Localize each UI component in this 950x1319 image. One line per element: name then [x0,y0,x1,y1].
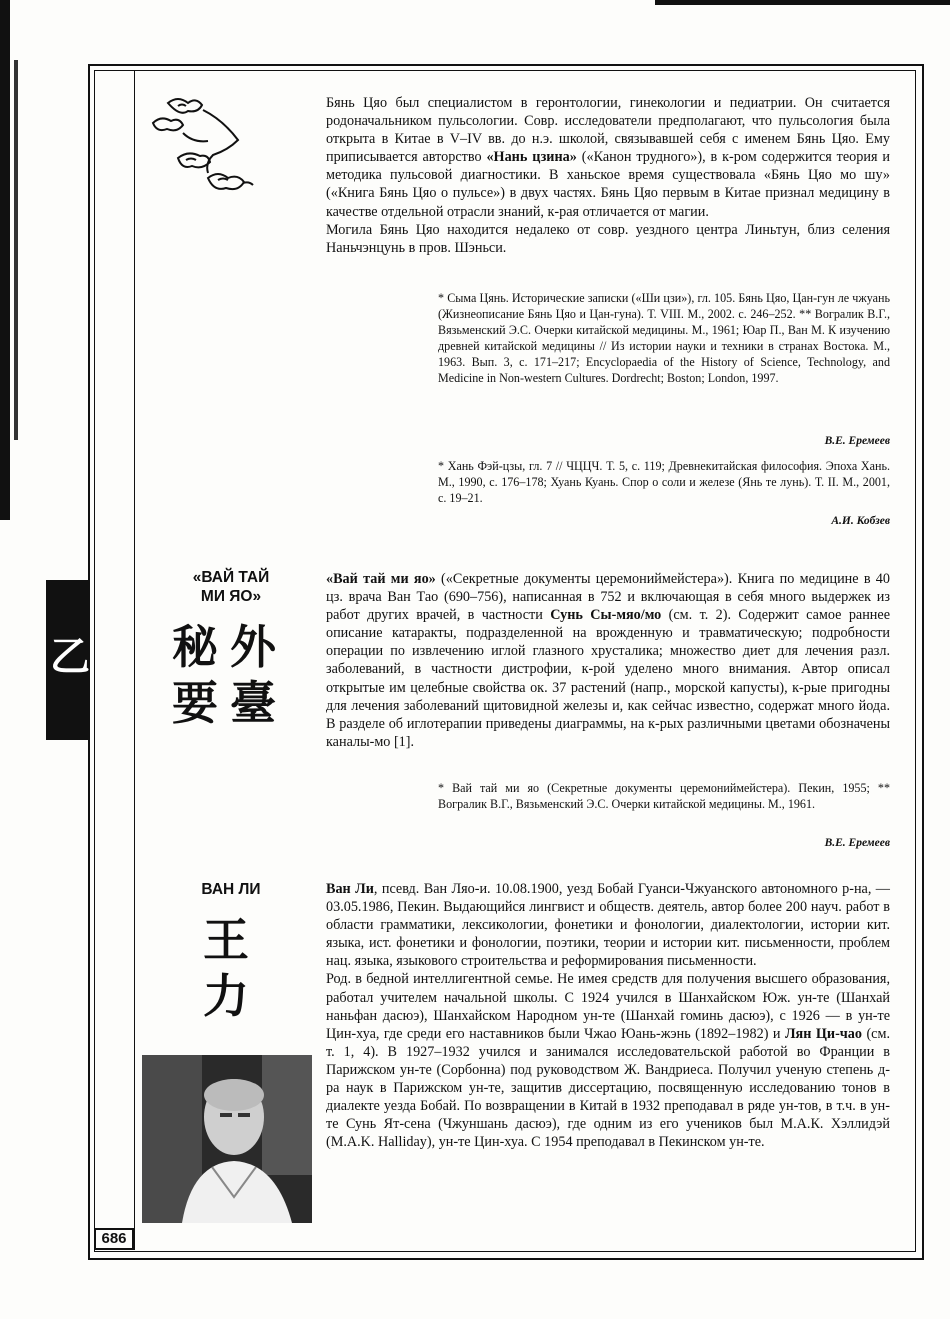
entry1-references-2: * Хань Фэй-цзы, гл. 7 // ЧЦЦЧ. Т. 5, с. 119; Древнекитайская философия. Эпоха Хань. М., 1990, с. 176–178; Хуань Куань. Спор о соли и железе (Янь те лунь). Т. II. М., 2001, с. 19–21. [438,459,890,505]
entry2-hanzi-2: 要 [172,676,218,730]
entry2-body: «Вай тай ми яо» («Секретные документы церемониймейстера»). Книга по медицине в 40 цз. врача Ван Тао (690–756), написанная в 752 и включающая в себя много выдержек из работ других врачей, в частности Сунь Сы-мяо/мо (см. т. 2). Содержит самое раннее описание катаракты, подразделенной на врожденную и травматическую; подробности операции по извлечению иглой глазного хрусталика; множество диет для лечения разл. заболеваний, в частности дистрофии, к-рой уделено много внимания. Автор описал открытые им целебные свойства ок. 37 растений (напр., морской капусты), к-рые пригодны для лечения заболеваний щитовидной железы и, как сейчас известно, содержат много йода. В разделе об иглотерапии приведены диаграммы, на к-рых различными цветами обозначены каналы-мо [1]. [326,571,890,750]
top-rule [655,0,950,5]
portrait-photo [142,1055,312,1223]
scan-edge-shadow-inner [14,60,18,440]
page-number: 686 [94,1228,134,1250]
section-tab-glyph: 乙 [50,634,90,680]
cloud-ornament-icon [148,88,268,208]
entry1-body: Бянь Цяо был специалистом в геронтологии, гинекологии и педиатрии. Он считается родоначальником пульсологии. Совр. исследователи предполагают, что пульсология была открыта в Китае в V–IV вв. до н.э. школой, связывавшей себя с именем Бянь Цяо. Ему приписывается авторство «Нань цзина» («Канон трудного»), в к-ром содержится теория и методика пульсовой диагностики. В ханьское время существовала «Бянь Цяо мо шу» («Книга Бянь Цяо о пульсе») в двух частях. Бянь Цяо первым в Китае признал медицину в качестве отдельной отрасли знаний, к-рая отличается от магии. Могила Бянь Цяо находится недалеко от совр. уездного центра Линьтун, близ селения Наньчэнцунь в пров. Шэньси. [326,95,890,256]
entry2-hanzi [168,620,288,740]
entry1-references: * Сыма Цянь. Исторические записки («Ши цзи»), гл. 105. Бянь Цяо, Цан-гун ле чжуань (Жизнеописание Бянь Цяо и Цан-гуна). Т. VIII. М., 2002. с. 246–252. ** Вогралик В.Г., Вязьменский Э.С. Очерки китайской медицины. М., 1961; Юар П., Ван М. К изучению древней китайской медицины // Из истории науки и техники в странах Востока. М., 1963. Вып. 3, с. 171–217; Encyclopaedia of the History of Science, Technology, and Medicine in Non-western Cultures. Dordrecht; Boston; London, 1997. [438,291,890,385]
entry2-references: * Вай тай ми яо (Секретные документы церемониймейстера). Пекин, 1955; ** Вогралик В.Г., Вязьменский Э.С. Очерки китайской медицины. М., 1961. [438,781,890,811]
entry3-body: Ван Ли, псевд. Ван Ляо-и. 10.08.1900, уезд Бобай Гуанси-Чжуанского автономного р-на, — 03.05.1986, Пекин. Выдающийся лингвист и обществ. деятель, автор более 200 науч. работ в области грамматики, лексикологии, фонетики и фонологии, диалектологии, истории кит. языка, ист. фонетики и фонологии, поэтики, теории и истории кит. письменности, проблем нац. языка, языкового строительства и реформирования письменности. Род. в бедной интеллигентной семье. Не имея средств для получения высшего образования, работал учителем начальной школы. С 1924 учился в Шанхайском Юж. ун-те (Шанхай наньфан дасюэ), Шанхайском Народном ун-те (Шанхай гоминь дасюэ), с 1926 — в ун-те Цин-хуа, где среди его наставников были Чжао Юань-жэнь (1892–1982) и Лян Ци-чао (см. т. 1, 4). В 1927–1932 учился и занимался исследовательской работой во Франции в Парижском ун-те (Сорбонна) под руководством Ж. Вандриеса. Получил ученую степень д-ра наук в Парижском ун-те, защитив диссертацию, посвященную исследованию тонов в диалекте уезда Бобай. По возвращении в Китай в 1932 преподавал в ряде ун-тов, в т.ч. в ун-те Сунь Ят-сена (Чжуншань дасюэ), где одним из его учеников был М.А.К. Хэллидэй (M.A.K. Halliday), ун-те Цин-хуа. С 1954 преподавал в Пекинском ун-те. [326,881,890,1151]
entry2-hanzi-1: 外 [230,620,276,674]
entry1-author: В.Е. Еремеев [824,435,890,447]
portrait-icon [142,1055,312,1223]
entry3-hanzi [196,912,256,1024]
margin-rule [134,70,135,1250]
entry3-hanzi-1: 力 [203,969,249,1023]
entry2-hanzi-0: 秘 [172,620,218,674]
entry3-hanzi-0: 王 [203,913,249,967]
entry2-hanzi-3: 臺 [230,676,276,730]
entry2-heading: «ВАЙ ТАЙ МИ ЯО» [192,569,270,605]
scan-edge-shadow [0,0,10,520]
entry1-author-2: А.И. Кобзев [831,515,890,527]
entry2-author: В.Е. Еремеев [824,837,890,849]
entry3-heading: ВАН ЛИ [201,881,261,898]
